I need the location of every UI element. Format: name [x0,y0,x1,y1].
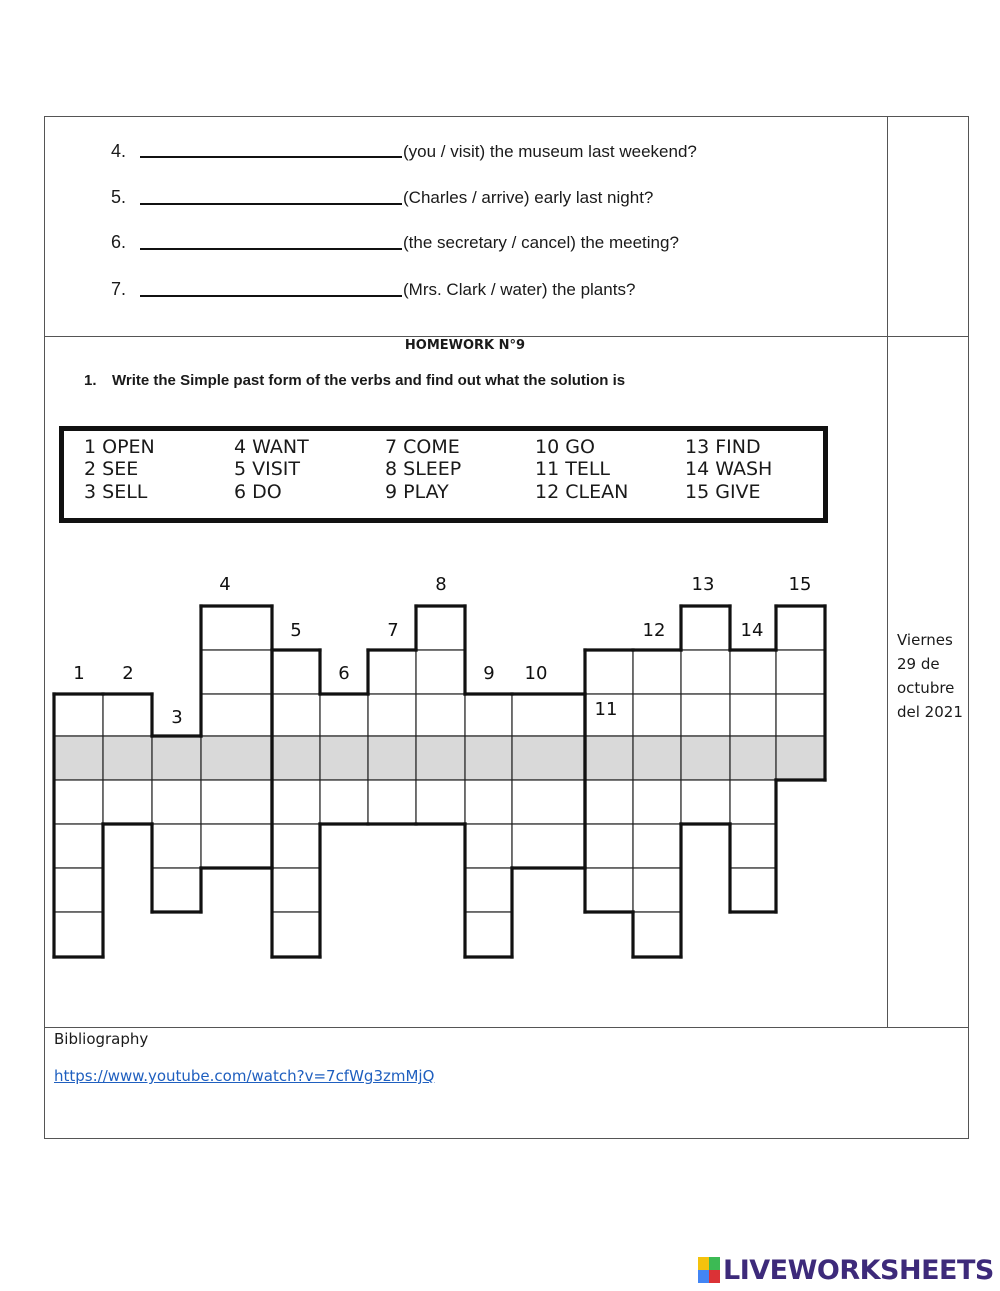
verb-item: 14 WASH [685,458,773,480]
verb-item: 1 OPEN [84,436,155,458]
solution-cell[interactable] [512,736,585,780]
solution-cell[interactable] [465,736,512,780]
crossword-cell[interactable] [730,650,776,694]
verb-item: 12 CLEAN [535,481,629,503]
verb-item: 3 SELL [84,481,148,503]
crossword-cell[interactable] [633,868,681,912]
crossword-cell[interactable] [633,912,681,957]
crossword-cell[interactable] [633,650,681,694]
crossword-cell[interactable] [730,780,776,824]
crossword-cell[interactable] [465,694,512,736]
crossword-cell[interactable] [272,868,320,912]
crossword-cell[interactable] [512,694,585,736]
crossword-cell[interactable] [465,824,512,868]
instruction-number: 1. [84,372,97,389]
crossword-cell[interactable] [103,694,152,736]
crossword-cell[interactable] [272,912,320,957]
bibliography-link[interactable]: https://www.youtube.com/watch?v=7cfWg3zmMjQ [54,1067,435,1085]
crossword-cell[interactable] [54,694,103,736]
crossword-cell[interactable] [585,868,633,912]
crossword-cell[interactable] [54,780,103,824]
clue-number: 3 [171,707,183,728]
clue-number: 13 [691,574,715,595]
date-line: octubre [897,679,955,697]
crossword-cell[interactable] [730,694,776,736]
solution-cell[interactable] [776,736,825,780]
clue-number: 7 [387,620,399,641]
crossword-cell[interactable] [585,824,633,868]
bibliography-title: Bibliography [54,1030,149,1048]
clue-number: 15 [788,574,812,595]
solution-cell[interactable] [320,736,368,780]
crossword-cell[interactable] [54,824,103,868]
crossword-cell[interactable] [681,650,730,694]
crossword-cell[interactable] [465,912,512,957]
crossword-cell[interactable] [633,694,681,736]
crossword-cell[interactable] [681,606,730,650]
crossword-cell[interactable] [465,868,512,912]
crossword-cell[interactable] [272,780,320,824]
clue-number: 8 [435,574,447,595]
crossword-cell[interactable] [272,650,320,694]
clue-number: 4 [219,574,231,595]
crossword-cell[interactable] [201,780,272,824]
verb-item: 8 SLEEP [385,458,462,480]
clue-number: 9 [483,663,495,684]
crossword-cell[interactable] [54,868,103,912]
date-line: del 2021 [897,703,963,721]
crossword-cell[interactable] [633,824,681,868]
crossword-cell[interactable] [368,780,416,824]
question-prompt: (Charles / arrive) early last night? [403,188,654,207]
crossword-cell[interactable] [465,780,512,824]
crossword-cell[interactable] [681,694,730,736]
verb-item: 7 COME [385,436,460,458]
logo-mark-icon [698,1257,720,1283]
crossword-cell[interactable] [730,868,776,912]
verb-item: 4 WANT [234,436,309,458]
verb-item: 11 TELL [535,458,610,480]
verb-item: 6 DO [234,481,282,503]
solution-cell[interactable] [368,736,416,780]
question-prompt: (the secretary / cancel) the meeting? [403,233,679,252]
clue-number: 5 [290,620,302,641]
clue-number: 14 [740,620,764,641]
crossword-cell[interactable] [368,650,416,694]
crossword-cell[interactable] [416,780,465,824]
crossword-cell[interactable] [585,650,633,694]
verb-item: 15 GIVE [685,481,761,503]
clue-number: 1 [73,663,85,684]
date-line: 29 de [897,655,940,673]
crossword-cell[interactable] [201,694,272,736]
crossword-cell[interactable] [320,780,368,824]
solution-cell[interactable] [730,736,776,780]
solution-cell[interactable] [416,736,465,780]
crossword-cell[interactable] [54,912,103,957]
crossword-cell[interactable] [585,780,633,824]
solution-cell[interactable] [103,736,152,780]
question-prompt: (you / visit) the museum last weekend? [403,142,697,161]
clue-number: 12 [642,620,666,641]
verb-item: 2 SEE [84,458,139,480]
crossword-cell[interactable] [272,824,320,868]
crossword-cell[interactable] [512,824,585,868]
solution-cell[interactable] [152,736,201,780]
crossword-cell[interactable] [681,780,730,824]
clue-number: 10 [524,663,548,684]
crossword-cell[interactable] [416,650,465,694]
crossword-cell[interactable] [776,650,825,694]
logo-text: LIVEWORKSHEETS [723,1254,994,1286]
crossword-cell[interactable] [152,868,201,912]
homework-title: HOMEWORK N°9 [404,338,526,353]
instruction-text: Write the Simple past form of the verbs and find out what the solution is [112,372,626,389]
crossword-cell[interactable] [201,606,272,650]
verb-item: 5 VISIT [234,458,300,480]
solution-cell[interactable] [54,736,103,780]
clue-number: 2 [122,663,134,684]
solution-cell[interactable] [585,736,633,780]
crossword-cell[interactable] [730,824,776,868]
date-line: Viernes [897,631,953,649]
crossword-cell[interactable] [416,694,465,736]
crossword-cell[interactable] [320,694,368,736]
crossword-cell[interactable] [152,824,201,868]
liveworksheets-logo[interactable] [698,1254,994,1286]
verb-item: 13 FIND [685,436,761,458]
question-number: 5. [111,187,127,207]
crossword-cell[interactable] [272,694,320,736]
solution-cell[interactable] [681,736,730,780]
crossword-cell[interactable] [152,780,201,824]
solution-cell[interactable] [633,736,681,780]
crossword-cell[interactable] [201,824,272,868]
crossword-cell[interactable] [416,606,465,650]
crossword-cell[interactable] [368,694,416,736]
verb-item: 9 PLAY [385,481,449,503]
crossword-cell[interactable] [103,780,152,824]
question-prompt: (Mrs. Clark / water) the plants? [403,280,636,299]
clue-number: 11 [594,699,618,720]
crossword-cell[interactable] [776,606,825,650]
crossword-cell[interactable] [776,694,825,736]
date-note [897,628,967,724]
crossword-cell[interactable] [633,780,681,824]
verb-item: 10 GO [535,436,595,458]
question-number: 7. [111,279,127,299]
crossword-cell[interactable] [201,650,272,694]
solution-cell[interactable] [272,736,320,780]
question-number: 4. [111,141,127,161]
clue-number: 6 [338,663,350,684]
solution-cell[interactable] [201,736,272,780]
crossword-cell[interactable] [512,780,585,824]
question-number: 6. [111,232,127,252]
